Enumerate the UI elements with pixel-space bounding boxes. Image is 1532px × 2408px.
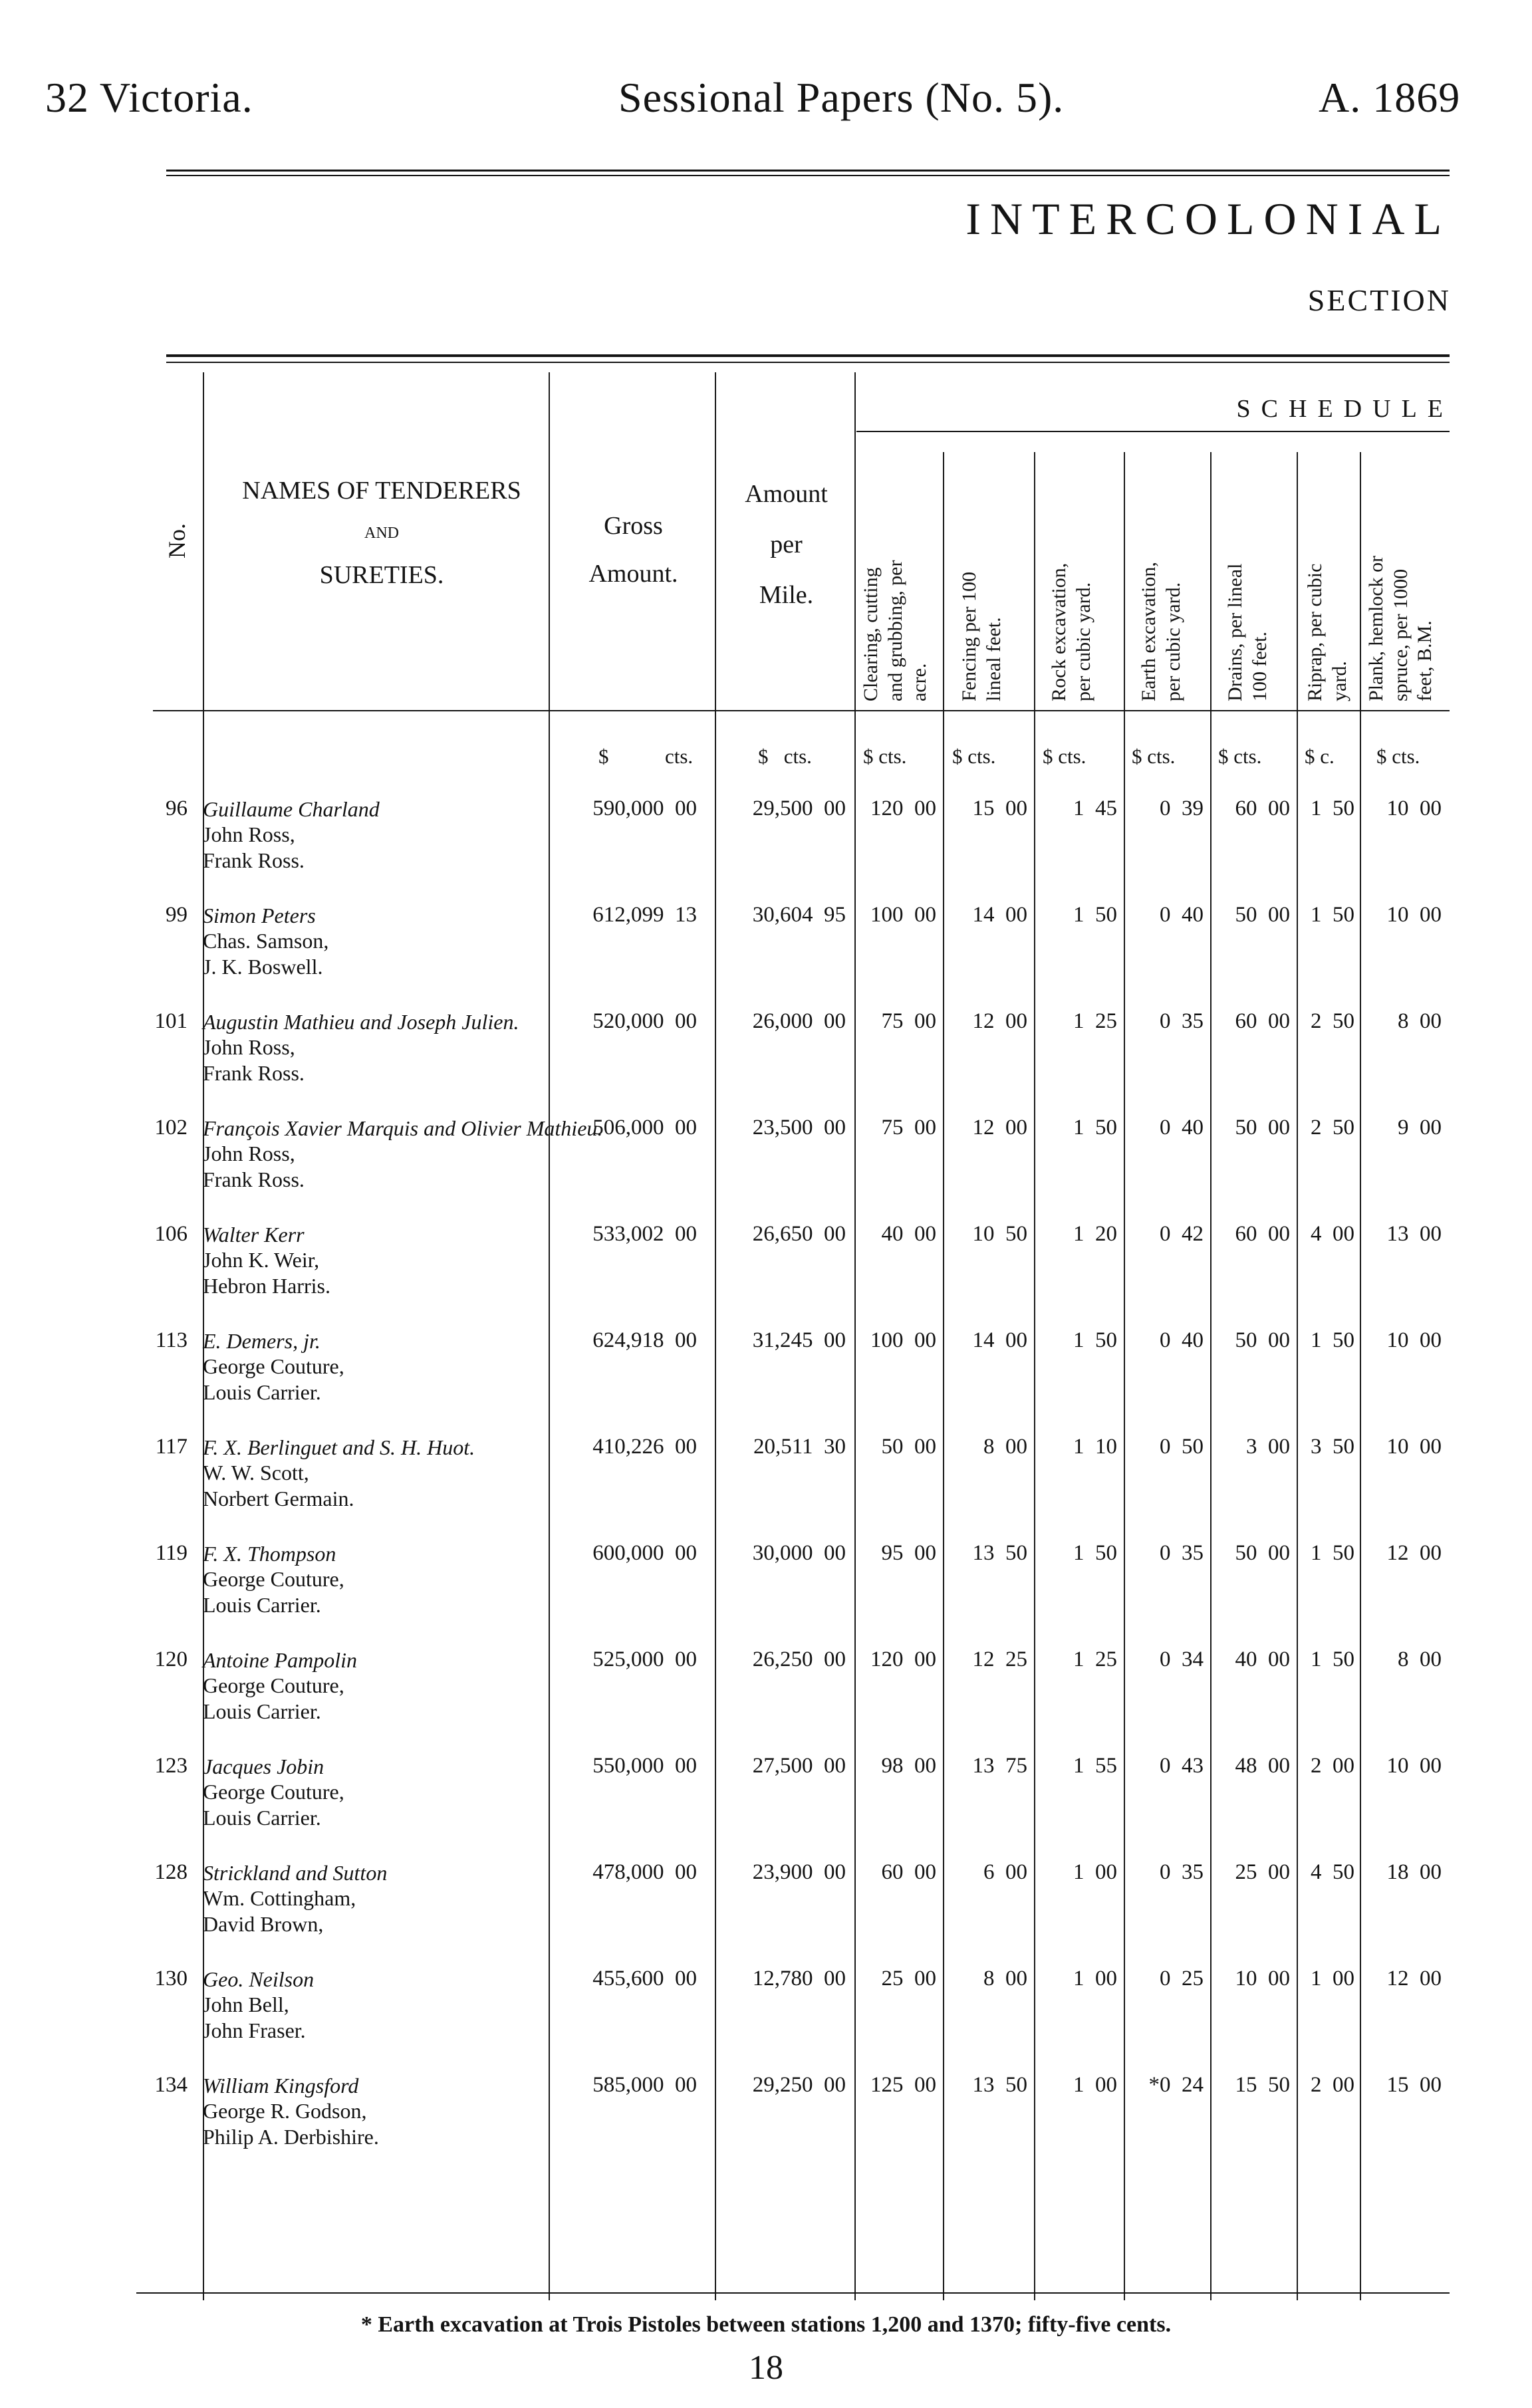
rock-value: 1 50 <box>1073 903 1117 927</box>
tender-number: 102 <box>154 1116 188 1140</box>
column-heading-riprap <box>1303 564 1352 701</box>
riprap-heading-line1: Riprap, per cubic <box>1304 563 1326 701</box>
table-row <box>0 1435 1532 1541</box>
gross-value: 590,000 00 <box>592 796 697 820</box>
earth-value: 0 42 <box>1160 1222 1204 1246</box>
drains-value: 15 50 <box>1235 2073 1290 2097</box>
riprap-value: 3 50 <box>1311 1435 1354 1459</box>
fencing-value: 13 75 <box>972 1754 1027 1778</box>
earth-value: 0 40 <box>1160 1328 1204 1352</box>
gross-value: 585,000 00 <box>592 2073 697 2097</box>
fencing-heading-line2: lineal feet. <box>982 617 1005 701</box>
plank-value: 13 00 <box>1386 1222 1442 1246</box>
rock-value: 1 25 <box>1073 1009 1117 1033</box>
gross-value: 600,000 00 <box>592 1541 697 1565</box>
header-sessional-papers: Sessional Papers (No. 5). <box>618 74 1065 121</box>
riprap-value: 4 00 <box>1311 1222 1354 1246</box>
header-volume: 32 Victoria. <box>45 74 253 121</box>
surety-name: Frank Ross. <box>203 848 305 872</box>
table-row <box>0 1860 1532 1967</box>
column-heading-no: No. <box>164 523 190 558</box>
riprap-value: 4 50 <box>1311 1860 1354 1884</box>
surety-name: John Fraser. <box>203 2018 306 2042</box>
footnote: * Earth excavation at Trois Pistoles between stations 1,200 and 1370; fifty-five cents. <box>360 2312 1172 2337</box>
fencing-value: 14 00 <box>972 903 1027 927</box>
tender-number: 119 <box>155 1541 188 1565</box>
earth-value: 0 35 <box>1160 1541 1204 1565</box>
column-heading-names <box>211 465 552 602</box>
plank-value: 15 00 <box>1386 2073 1442 2097</box>
tenderer-names <box>203 1647 357 1724</box>
rock-value: 1 45 <box>1073 796 1117 820</box>
plank-value: 10 00 <box>1386 1328 1442 1352</box>
per-mile-value: 26,250 00 <box>752 1647 846 1671</box>
fencing-value: 8 00 <box>983 1435 1027 1459</box>
fencing-value: 14 00 <box>972 1328 1027 1352</box>
surety-name: Wm. Cottingham, <box>203 1886 356 1911</box>
drains-value: 50 00 <box>1235 903 1290 927</box>
tender-number: 113 <box>155 1328 188 1352</box>
clearing-value: 125 00 <box>870 2073 936 2097</box>
column-heading-earth <box>1137 562 1186 701</box>
column-heading-gross <box>552 502 715 598</box>
tender-number: 96 <box>166 796 188 820</box>
schedule-underline <box>856 431 1450 432</box>
drains-value: 50 00 <box>1235 1541 1290 1565</box>
gross-value: 624,918 00 <box>592 1328 697 1352</box>
tender-number: 101 <box>154 1009 188 1033</box>
names-heading-line3: SURETIES. <box>319 561 444 590</box>
surety-name: Hebron Harris. <box>203 1273 330 1298</box>
riprap-value: 2 50 <box>1311 1009 1354 1033</box>
unit-gross-dollar: $ <box>598 745 609 768</box>
per-mile-value: 26,000 00 <box>752 1009 846 1033</box>
tenderer-name: Simon Peters <box>203 903 316 927</box>
surety-name: George R. Godson, <box>203 2099 367 2123</box>
rock-heading-line2: per cubic yard. <box>1072 582 1094 701</box>
names-heading-line2: AND <box>364 524 399 542</box>
tenderer-name: E. Demers, jr. <box>203 1329 320 1353</box>
tender-number: 134 <box>154 2073 188 2097</box>
heading-bottom-rule <box>153 710 1450 711</box>
table-row <box>0 1647 1532 1754</box>
surety-name: George Couture, <box>203 1780 344 1804</box>
riprap-value: 2 50 <box>1311 1116 1354 1140</box>
surety-name: John Bell, <box>203 1992 289 2017</box>
tenderer-names <box>203 903 328 979</box>
column-heading-per-mile <box>718 469 854 620</box>
riprap-value: 1 50 <box>1311 1647 1354 1671</box>
plank-value: 10 00 <box>1386 1435 1442 1459</box>
riprap-value: 1 50 <box>1311 1541 1354 1565</box>
per-mile-value: 27,500 00 <box>752 1754 846 1778</box>
table-top-rule-1 <box>166 354 1450 357</box>
earth-value: 0 43 <box>1160 1754 1204 1778</box>
table-row <box>0 1009 1532 1116</box>
drains-value: 3 00 <box>1246 1435 1290 1459</box>
per-mile-heading-line1: Amount <box>745 480 828 508</box>
fencing-value: 8 00 <box>983 1967 1027 1990</box>
per-mile-value: 23,500 00 <box>752 1116 846 1140</box>
tender-number: 130 <box>154 1967 188 1990</box>
riprap-value: 2 00 <box>1311 2073 1354 2097</box>
drains-value: 50 00 <box>1235 1116 1290 1140</box>
riprap-value: 1 00 <box>1311 1967 1354 1990</box>
surety-name: John Ross, <box>203 1035 295 1060</box>
clearing-value: 25 00 <box>881 1967 936 1990</box>
clearing-value: 98 00 <box>881 1754 936 1778</box>
rock-value: 1 50 <box>1073 1116 1117 1140</box>
plank-value: 10 00 <box>1386 903 1442 927</box>
fencing-heading-line1: Fencing per 100 <box>958 572 980 701</box>
fencing-value: 13 50 <box>972 2073 1027 2097</box>
table-row <box>0 1116 1532 1222</box>
earth-value: 0 40 <box>1160 903 1204 927</box>
earth-value: 0 35 <box>1160 1860 1204 1884</box>
clearing-value: 100 00 <box>870 1328 936 1352</box>
surety-name: Norbert Germain. <box>203 1486 354 1510</box>
tenderer-name: William Kingsford <box>203 2074 359 2098</box>
tenderer-names <box>203 2073 379 2149</box>
drains-heading-line2: 100 feet. <box>1248 632 1271 701</box>
clearing-value: 50 00 <box>881 1435 936 1459</box>
riprap-heading-line2: yard. <box>1328 661 1350 701</box>
schedule-label: SCHEDULE <box>1236 395 1454 423</box>
table-bottom-rule <box>136 2292 1450 2294</box>
drains-value: 60 00 <box>1235 1009 1290 1033</box>
per-mile-heading-line2: per <box>770 531 803 558</box>
section-label: SECTION <box>1307 283 1451 317</box>
surety-name: Frank Ross. <box>203 1060 305 1085</box>
tenderer-name: Walter Kerr <box>203 1223 305 1247</box>
column-heading-drains <box>1223 564 1272 701</box>
tender-number: 99 <box>166 903 188 927</box>
table-row <box>0 1222 1532 1328</box>
gross-value: 533,002 00 <box>592 1222 697 1246</box>
rock-value: 1 20 <box>1073 1222 1117 1246</box>
drains-value: 60 00 <box>1235 1222 1290 1246</box>
tender-number: 120 <box>154 1647 188 1671</box>
rock-value: 1 00 <box>1073 1967 1117 1990</box>
plank-value: 9 00 <box>1398 1116 1442 1140</box>
unit-drains: $ cts. <box>1218 745 1262 768</box>
column-heading-plank <box>1364 556 1438 701</box>
fencing-value: 13 50 <box>972 1541 1027 1565</box>
surety-name: John K. Weir, <box>203 1248 320 1272</box>
surety-name: Frank Ross. <box>203 1167 305 1191</box>
per-mile-value: 30,604 95 <box>752 903 846 927</box>
rock-value: 1 00 <box>1073 1860 1117 1884</box>
surety-name: Louis Carrier. <box>203 1592 321 1617</box>
rock-heading-line1: Rock excavation, <box>1048 562 1070 701</box>
clearing-value: 120 00 <box>870 796 936 820</box>
clearing-value: 95 00 <box>881 1541 936 1565</box>
tenderer-names <box>203 1222 330 1298</box>
drains-value: 25 00 <box>1235 1860 1290 1884</box>
table-row <box>0 1754 1532 1860</box>
per-mile-value: 26,650 00 <box>752 1222 846 1246</box>
tenderer-name: F. X. Berlinguet and S. H. Huot. <box>203 1435 475 1459</box>
fencing-value: 12 00 <box>972 1116 1027 1140</box>
tenderer-names <box>203 1328 344 1405</box>
gross-heading-line1: Gross <box>604 512 663 540</box>
earth-heading-line2: per cubic yard. <box>1162 582 1184 701</box>
tenderer-name: Jacques Jobin <box>203 1754 324 1778</box>
page-title: INTERCOLONIAL <box>965 193 1451 244</box>
per-mile-value: 31,245 00 <box>752 1328 846 1352</box>
surety-name: George Couture, <box>203 1354 344 1379</box>
earth-value: 0 34 <box>1160 1647 1204 1671</box>
tenderer-names <box>203 1860 387 1937</box>
column-heading-fencing <box>958 572 1006 701</box>
fencing-value: 6 00 <box>983 1860 1027 1884</box>
column-heading-rock <box>1047 563 1096 701</box>
drains-value: 50 00 <box>1235 1328 1290 1352</box>
clearing-value: 120 00 <box>870 1647 936 1671</box>
plank-value: 10 00 <box>1386 1754 1442 1778</box>
per-mile-value: 29,250 00 <box>752 2073 846 2097</box>
gross-heading-line2: Amount. <box>588 560 678 588</box>
fencing-value: 12 25 <box>972 1647 1027 1671</box>
page-number: 18 <box>749 2349 783 2387</box>
unit-plank: $ cts. <box>1376 745 1420 768</box>
clearing-value: 75 00 <box>881 1009 936 1033</box>
gross-value: 506,000 00 <box>592 1116 697 1140</box>
surety-name: George Couture, <box>203 1567 344 1592</box>
surety-name: John Ross, <box>203 1142 295 1166</box>
tenderer-name: Guillaume Charland <box>203 797 380 821</box>
surety-name: David Brown, <box>203 1911 324 1936</box>
tenderer-name: Antoine Pampolin <box>203 1648 357 1672</box>
tenderer-names <box>203 1754 344 1830</box>
clearing-heading-line2: and grubbing, per <box>884 560 906 701</box>
riprap-value: 1 50 <box>1311 796 1354 820</box>
earth-value: *0 24 <box>1148 2073 1204 2097</box>
tender-number: 128 <box>154 1860 188 1884</box>
gross-value: 455,600 00 <box>592 1967 697 1990</box>
plank-value: 12 00 <box>1386 1541 1442 1565</box>
per-mile-heading-line3: Mile. <box>759 581 814 609</box>
fencing-value: 12 00 <box>972 1009 1027 1033</box>
tenderer-name: Geo. Neilson <box>203 1967 315 1991</box>
tender-number: 117 <box>155 1435 188 1459</box>
tenderer-names <box>203 1967 314 2043</box>
rock-value: 1 00 <box>1073 2073 1117 2097</box>
surety-name: Louis Carrier. <box>203 1380 321 1404</box>
per-mile-value: 12,780 00 <box>752 1967 846 1990</box>
rock-value: 1 10 <box>1073 1435 1117 1459</box>
per-mile-value: 29,500 00 <box>752 796 846 820</box>
earth-value: 0 50 <box>1160 1435 1204 1459</box>
table-row <box>0 2073 1532 2179</box>
plank-heading-line3: feet, B.M. <box>1414 620 1436 701</box>
per-mile-value: 20,511 30 <box>753 1435 846 1459</box>
unit-riprap: $ c. <box>1305 745 1335 768</box>
gross-value: 520,000 00 <box>592 1009 697 1033</box>
plank-heading-line2: spruce, per 1000 <box>1389 568 1412 701</box>
table-row <box>0 903 1532 1009</box>
surety-name: Chas. Samson, <box>203 929 329 953</box>
gross-value: 525,000 00 <box>592 1647 697 1671</box>
earth-heading-line1: Earth excavation, <box>1138 562 1160 701</box>
surety-name: George Couture, <box>203 1673 344 1698</box>
riprap-value: 1 50 <box>1311 1328 1354 1352</box>
plank-value: 8 00 <box>1398 1009 1442 1033</box>
header-year: A. 1869 <box>1319 74 1461 121</box>
clearing-heading-line1: Clearing, cutting <box>860 567 882 701</box>
tenderer-name: Strickland and Sutton <box>203 1861 388 1885</box>
clearing-value: 100 00 <box>870 903 936 927</box>
tender-number: 123 <box>154 1754 188 1778</box>
gross-value: 550,000 00 <box>592 1754 697 1778</box>
gross-value: 478,000 00 <box>592 1860 697 1884</box>
tenderer-name: François Xavier Marquis and Olivier Mathieu. <box>203 1116 603 1140</box>
unit-gross-cents: cts. <box>665 745 694 768</box>
plank-value: 12 00 <box>1386 1967 1442 1990</box>
surety-name: John Ross, <box>203 822 295 847</box>
clearing-heading-line3: acre. <box>908 663 931 701</box>
clearing-value: 60 00 <box>881 1860 936 1884</box>
drains-heading-line1: Drains, per lineal <box>1224 563 1246 701</box>
surety-name: W. W. Scott, <box>203 1461 309 1485</box>
table-top-rule-2 <box>166 362 1450 363</box>
names-heading-line1: NAMES OF TENDERERS <box>242 477 521 505</box>
rock-value: 1 50 <box>1073 1541 1117 1565</box>
unit-per-mile: $ cts. <box>758 745 812 768</box>
table-row <box>0 796 1532 903</box>
rock-value: 1 50 <box>1073 1328 1117 1352</box>
tenderer-name: Augustin Mathieu and Joseph Julien. <box>203 1010 519 1034</box>
tenderer-names <box>203 796 380 873</box>
drains-value: 40 00 <box>1235 1647 1290 1671</box>
tenderer-names <box>203 1009 519 1086</box>
unit-rock: $ cts. <box>1043 745 1086 768</box>
header-rule-2 <box>166 175 1450 176</box>
tenderer-name: F. X. Thompson <box>203 1542 336 1566</box>
surety-name: Philip A. Derbishire. <box>203 2124 379 2149</box>
unit-earth: $ cts. <box>1132 745 1176 768</box>
plank-value: 18 00 <box>1386 1860 1442 1884</box>
header-rule-1 <box>166 170 1450 172</box>
earth-value: 0 35 <box>1160 1009 1204 1033</box>
table-row <box>0 1541 1532 1647</box>
drains-value: 60 00 <box>1235 796 1290 820</box>
earth-value: 0 25 <box>1160 1967 1204 1990</box>
clearing-value: 75 00 <box>881 1116 936 1140</box>
drains-value: 48 00 <box>1235 1754 1290 1778</box>
per-mile-value: 23,900 00 <box>752 1860 846 1884</box>
rock-value: 1 25 <box>1073 1647 1117 1671</box>
column-heading-clearing <box>859 560 932 701</box>
gross-value: 612,099 13 <box>592 903 697 927</box>
rock-value: 1 55 <box>1073 1754 1117 1778</box>
tender-number: 106 <box>154 1222 188 1246</box>
clearing-value: 40 00 <box>881 1222 936 1246</box>
drains-value: 10 00 <box>1235 1967 1290 1990</box>
gross-value: 410,226 00 <box>592 1435 697 1459</box>
unit-clearing: $ cts. <box>863 745 907 768</box>
fencing-value: 10 50 <box>972 1222 1027 1246</box>
tenderer-names <box>203 1116 602 1192</box>
per-mile-value: 30,000 00 <box>752 1541 846 1565</box>
surety-name: Louis Carrier. <box>203 1699 321 1723</box>
earth-value: 0 39 <box>1160 796 1204 820</box>
table-row <box>0 1328 1532 1435</box>
plank-value: 8 00 <box>1398 1647 1442 1671</box>
unit-fencing: $ cts. <box>952 745 996 768</box>
plank-value: 10 00 <box>1386 796 1442 820</box>
plank-heading-line1: Plank, hemlock or <box>1365 555 1387 701</box>
riprap-value: 2 00 <box>1311 1754 1354 1778</box>
earth-value: 0 40 <box>1160 1116 1204 1140</box>
tenderer-names <box>203 1541 344 1618</box>
table-row <box>0 1967 1532 2073</box>
riprap-value: 1 50 <box>1311 903 1354 927</box>
surety-name: Louis Carrier. <box>203 1805 321 1830</box>
surety-name: J. K. Boswell. <box>203 954 323 979</box>
fencing-value: 15 00 <box>972 796 1027 820</box>
tenderer-names <box>203 1435 475 1511</box>
